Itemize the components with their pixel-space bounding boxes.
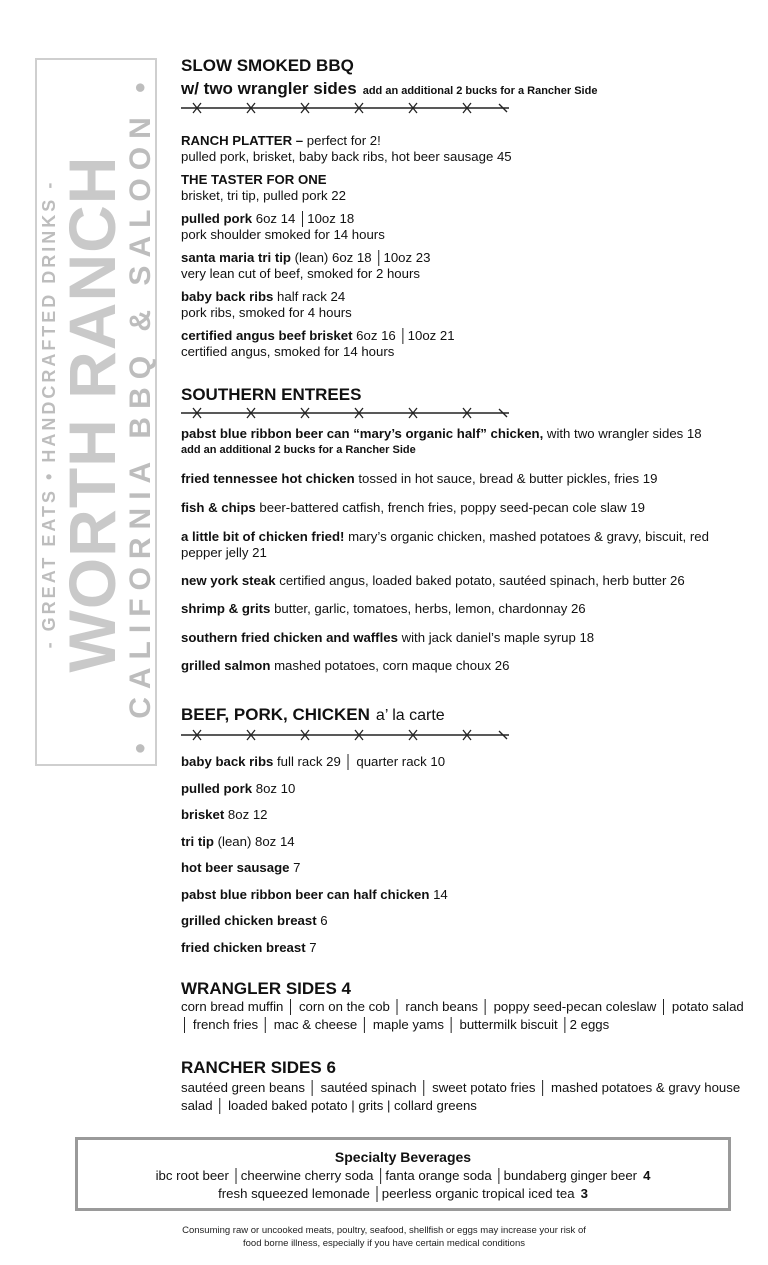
menu-item: [181, 754, 741, 770]
alacarte-title-text: BEEF, PORK, CHICKEN: [181, 705, 370, 724]
item-name: baby back ribs: [181, 754, 274, 769]
barbed-wire-divider: [181, 406, 511, 420]
restaurant-logo: [35, 58, 157, 766]
item-name: southern fried chicken and waffles: [181, 630, 398, 645]
menu-item: [181, 250, 741, 282]
item-desc: brisket, tri tip, pulled pork 22: [181, 188, 346, 203]
menu-item: [181, 289, 741, 321]
item-desc: beer-battered catfish, french fries, poppy seed-pecan cole slaw 19: [255, 500, 646, 515]
menu-item: [181, 328, 741, 360]
disclaimer-line: Consuming raw or uncooked meats, poultry, seafood, shellfish or eggs may increase your risk of: [182, 1225, 586, 1236]
item-name: RANCH PLATTER –: [181, 133, 304, 148]
beverages-title: Specialty Beverages: [334, 1149, 472, 1165]
item-desc: with two wrangler sides 18: [543, 426, 702, 441]
item-name: fried tennessee hot chicken: [181, 471, 355, 486]
menu-item: [181, 529, 741, 561]
beverages-price: 3: [580, 1186, 588, 1201]
item-desc: 8oz 12: [224, 807, 268, 822]
item-meta: 6oz 14 │10oz 18: [252, 211, 355, 226]
item-meta: perfect for 2!: [303, 133, 381, 148]
item-desc: pulled pork, brisket, baby back ribs, hot beer sausage 45: [181, 149, 512, 164]
item-name: pulled pork: [181, 211, 253, 226]
item-desc: 7: [305, 940, 317, 955]
item-name: fried chicken breast: [181, 940, 306, 955]
menu-item: [181, 211, 741, 243]
item-name: grilled chicken breast: [181, 913, 317, 928]
menu-item: [181, 781, 741, 797]
barbed-wire-divider: [181, 101, 511, 115]
item-desc: 8oz 10: [252, 781, 296, 796]
disclaimer-line: food borne illness, especially if you have certain medical conditions: [243, 1238, 525, 1249]
item-name: THE TASTER FOR ONE: [181, 172, 327, 187]
item-desc: full rack 29 │ quarter rack 10: [273, 754, 446, 769]
entrees-title: SOUTHERN ENTREES: [181, 385, 362, 404]
item-name: fish & chips: [181, 500, 256, 515]
item-desc: tossed in hot sauce, bread & butter pickles, fries 19: [354, 471, 658, 486]
item-name: santa maria tri tip: [181, 250, 291, 265]
item-desc: very lean cut of beef, smoked for 2 hours: [181, 266, 420, 281]
rancher-sides-list: sautéed green beans │ sautéed spinach │ sweet potato fries │ mashed potatoes & gravy house salad │ loaded baked potato | grits | collard greens: [181, 1080, 741, 1113]
bbq-title: SLOW SMOKED BBQ: [181, 56, 354, 75]
item-name: pabst blue ribbon beer can “mary’s organic half” chicken,: [181, 426, 544, 441]
menu-item: [181, 500, 741, 516]
menu-item: [181, 807, 741, 823]
item-name: hot beer sausage: [181, 860, 290, 875]
item-name: pabst blue ribbon beer can half chicken: [181, 887, 430, 902]
logo-tagline: - GREAT EATS • HANDCRAFTED DRINKS -: [38, 179, 59, 649]
beverages-line-text: fresh squeezed lemonade │peerless organic tropical iced tea: [218, 1186, 575, 1201]
logo-name: WORTH RANCH: [54, 155, 129, 673]
beverages-line: [78, 1186, 728, 1201]
item-desc: butter, garlic, tomatoes, herbs, lemon, chardonnay 26: [270, 601, 586, 616]
menu-item: [181, 860, 741, 876]
item-desc: pork shoulder smoked for 14 hours: [181, 227, 385, 242]
item-desc: (lean) 8oz 14: [213, 834, 295, 849]
wrangler-sides-list: corn bread muffin │ corn on the cob │ ranch beans │ poppy seed-pecan coleslaw │ potato salad │ french fries │ mac & cheese │ maple yams │ buttermilk biscuit │2 eggs: [181, 999, 744, 1032]
item-name: shrimp & grits: [181, 601, 271, 616]
item-meta: (lean) 6oz 18 │10oz 23: [290, 250, 431, 265]
item-name: new york steak: [181, 573, 276, 588]
menu-item: [181, 426, 741, 458]
beverages-price: 4: [643, 1168, 651, 1183]
item-name: tri tip: [181, 834, 214, 849]
rancher-title: RANCHER SIDES 6: [181, 1058, 336, 1077]
menu-item: [181, 887, 741, 903]
item-name: brisket: [181, 807, 225, 822]
menu-item: [181, 601, 741, 617]
beverages-box: [75, 1137, 731, 1211]
item-desc: 14: [429, 887, 448, 902]
alacarte-title: [181, 705, 445, 725]
item-name: grilled salmon: [181, 658, 271, 673]
beverages-line: [78, 1168, 728, 1183]
item-meta: half rack 24: [273, 289, 346, 304]
barbed-wire-divider: [181, 728, 511, 742]
alacarte-subtitle: a’ la carte: [375, 707, 445, 724]
item-desc: certified angus, smoked for 14 hours: [181, 344, 395, 359]
menu-item: [181, 471, 741, 487]
bbq-subtitle: [181, 79, 597, 99]
logo-subtitle: • CALIFORNIA BBQ & SALOON •: [123, 74, 157, 754]
menu-item: [181, 172, 741, 204]
wrangler-title: WRANGLER SIDES 4: [181, 979, 352, 998]
item-name: pulled pork: [181, 781, 253, 796]
bbq-note: add an additional 2 bucks for a Rancher Side: [362, 85, 598, 97]
health-disclaimer: [0, 1224, 768, 1250]
menu-item: [181, 834, 741, 850]
menu-item: [181, 630, 741, 646]
menu-item: [181, 913, 741, 929]
item-desc: 7: [289, 860, 301, 875]
item-name: a little bit of chicken fried!: [181, 529, 345, 544]
bbq-subtitle-text: w/ two wrangler sides: [181, 79, 357, 98]
item-desc: mary’s organic chicken, mashed potatoes & gravy, biscuit, red pepper jelly 21: [181, 529, 709, 560]
menu-item: [181, 573, 741, 589]
menu-item: [181, 133, 741, 165]
item-desc: with jack daniel’s maple syrup 18: [397, 630, 595, 645]
menu-item: [181, 940, 741, 956]
menu-item: [181, 658, 741, 674]
beverages-line-text: ibc root beer │cheerwine cherry soda │fanta orange soda │bundaberg ginger beer: [155, 1168, 638, 1183]
item-desc: certified angus, loaded baked potato, sautéed spinach, herb butter 26: [275, 573, 685, 588]
item-desc: pork ribs, smoked for 4 hours: [181, 305, 352, 320]
item-note: add an additional 2 bucks for a Rancher Side: [181, 444, 416, 456]
item-meta: 6oz 16 │10oz 21: [352, 328, 455, 343]
item-name: baby back ribs: [181, 289, 274, 304]
item-desc: 6: [316, 913, 328, 928]
item-name: certified angus beef brisket: [181, 328, 353, 343]
item-desc: mashed potatoes, corn maque choux 26: [270, 658, 510, 673]
